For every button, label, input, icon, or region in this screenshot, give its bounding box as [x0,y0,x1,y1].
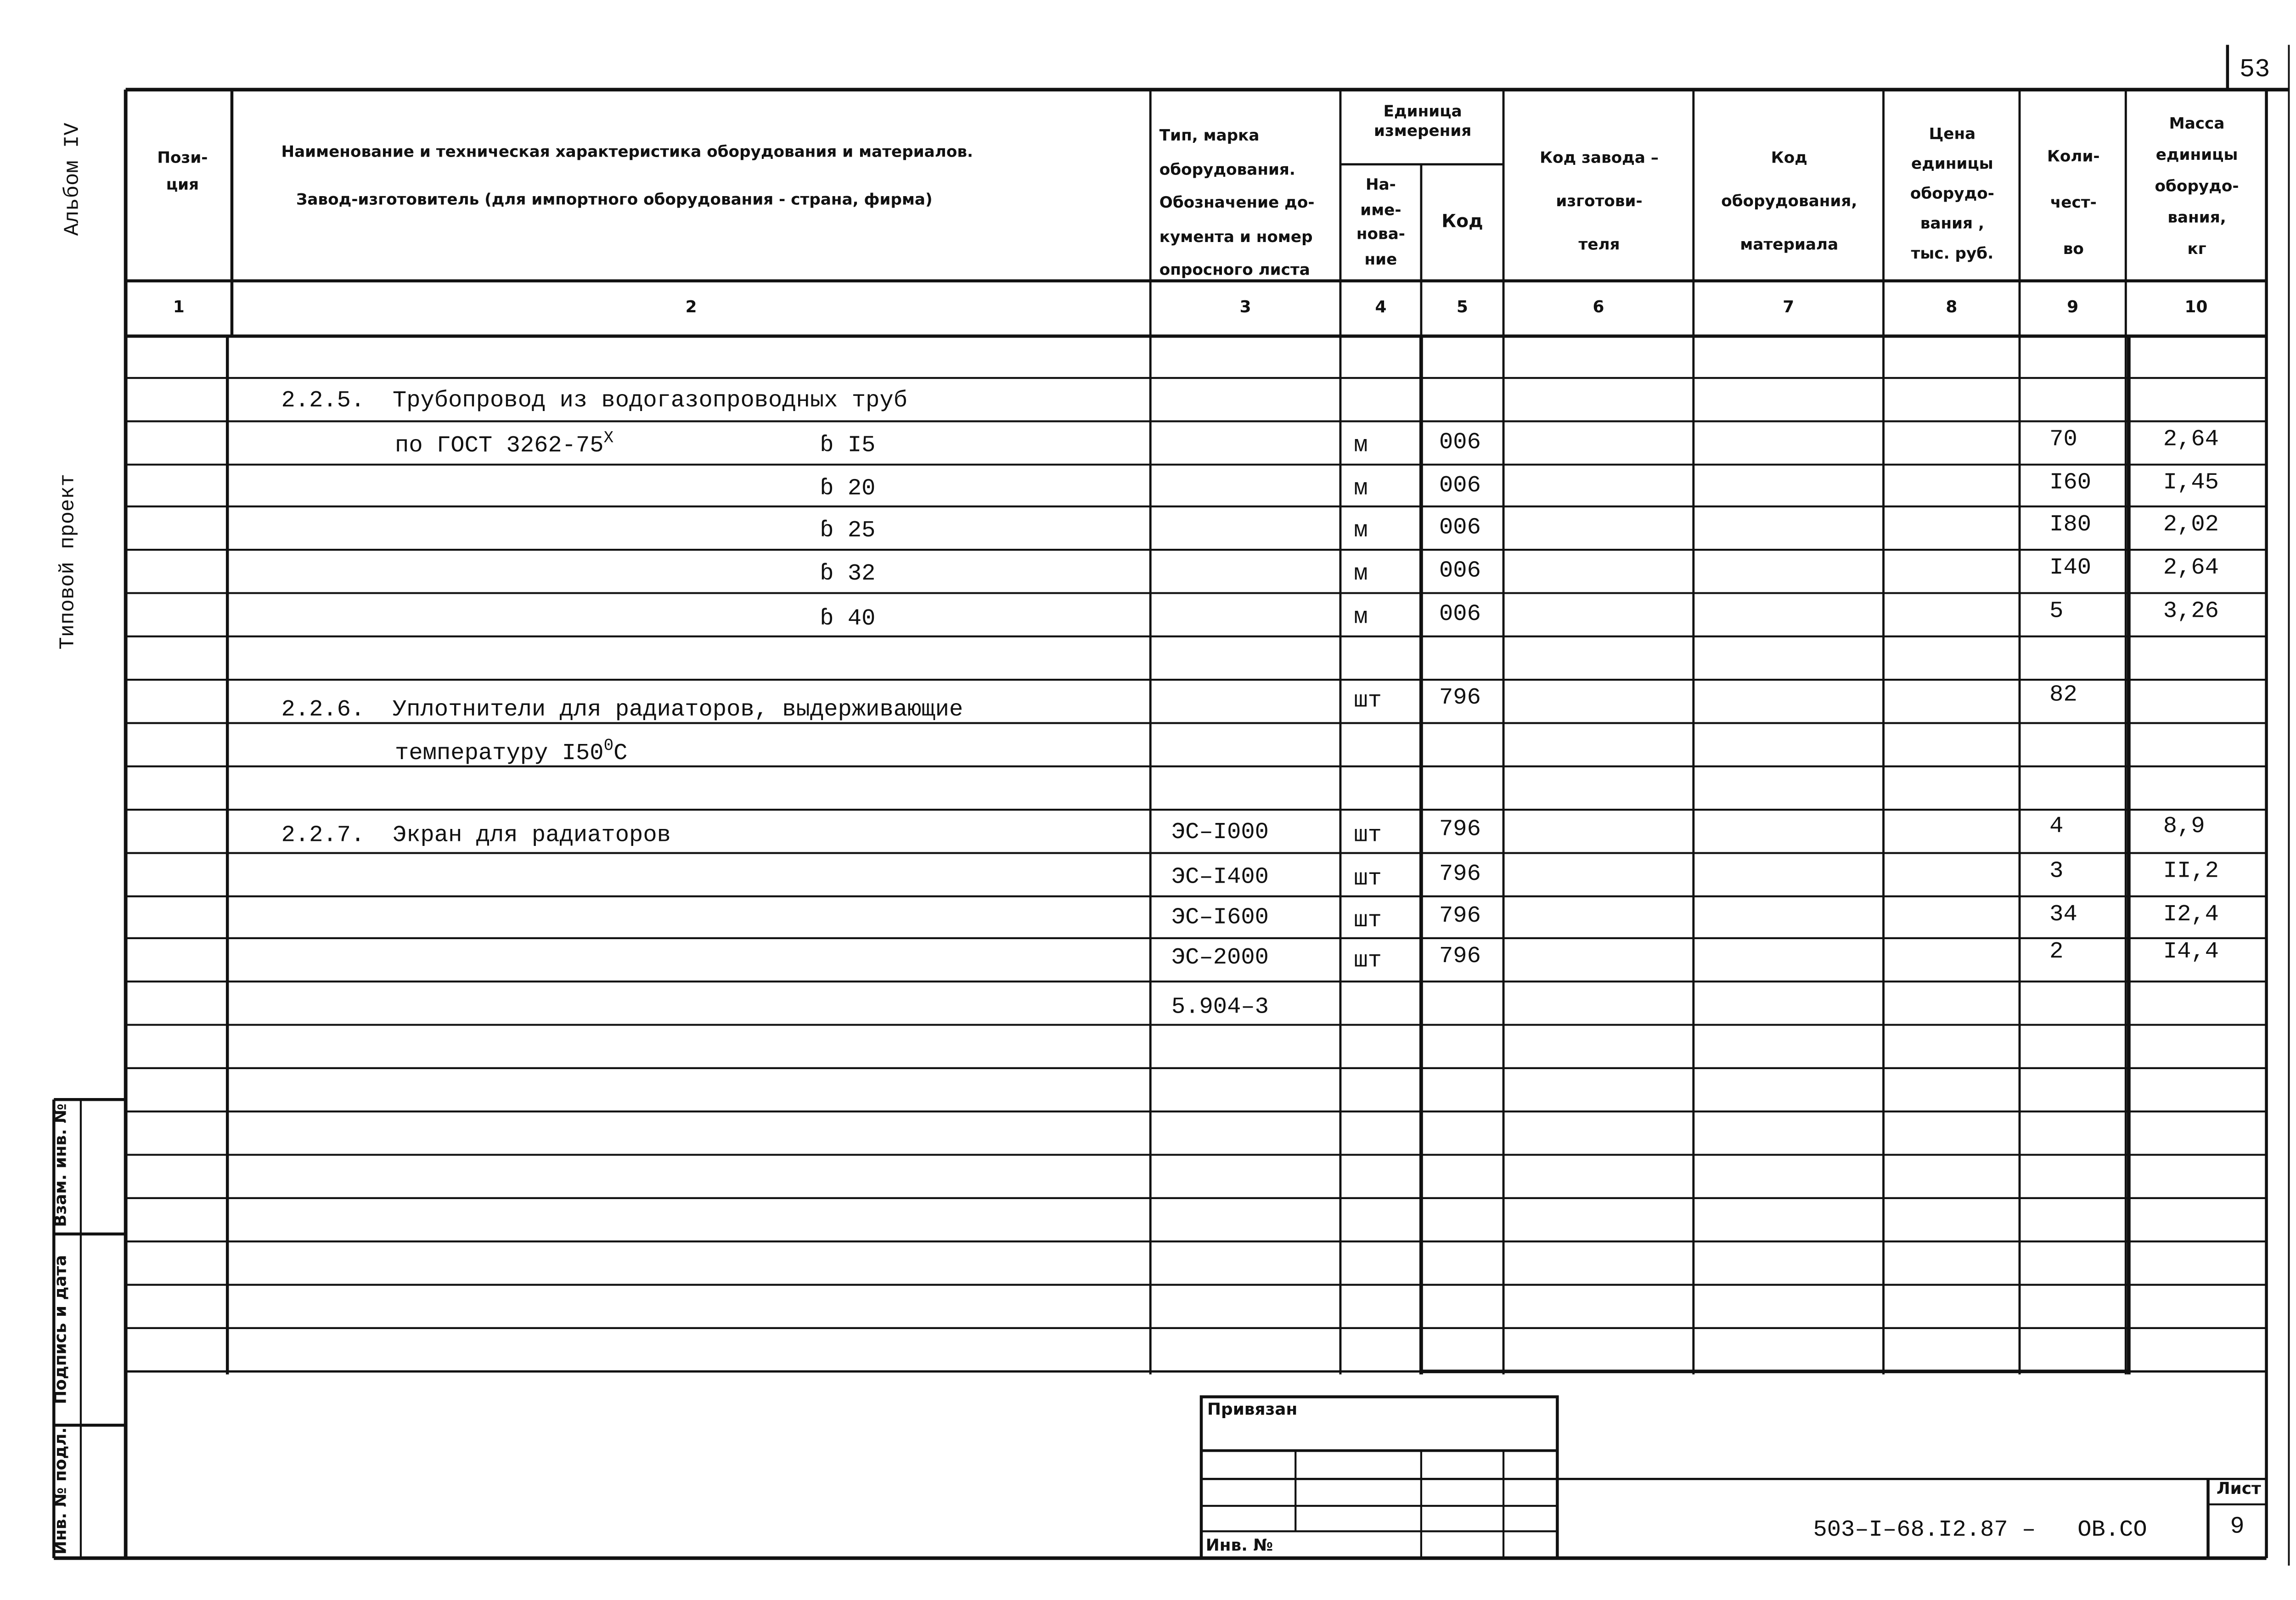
row-diameter: ɓ 32 [820,560,876,587]
row-unit: м [1354,475,1368,502]
row-code: 006 [1439,600,1481,628]
row-mass: 2,64 [2163,426,2219,453]
column-number: 8 [1946,297,1958,317]
stamp-inv-podl: Инв. № подл. [51,1427,71,1555]
project-label: Типовой проект [56,473,81,650]
row-unit: м [1354,603,1368,631]
header-unit-group: Единица измерения [1374,103,1472,141]
row-code: 796 [1439,942,1481,970]
list-number: 9 [2230,1513,2245,1540]
row-qty: I40 [2049,554,2092,581]
row-type: ЭС–I000 [1171,818,1269,846]
stamp-podpis: Подпись и дата [51,1255,71,1404]
row-code: 006 [1439,557,1481,584]
header-col5: Код [1441,210,1483,232]
stamp-vzam: Взам. инв. № [51,1103,71,1227]
header-col6: Код завода – изготови- теля [1540,149,1659,254]
row-mass: 2,64 [2163,554,2219,581]
row-type: ЭС–I600 [1171,904,1269,931]
document-code: 503–I–68.I2.87 – ОВ.СО [1813,1516,2147,1544]
row-unit: шт [1354,822,1382,849]
row-qty: 5 [2049,597,2064,625]
row-code: 796 [1439,684,1481,711]
row-qty: I60 [2049,469,2092,496]
row-diameter: ɓ 40 [820,605,876,632]
column-number: 1 [173,297,185,317]
row-type: 5.904–3 [1171,993,1269,1020]
header-col3: Тип, марка оборудования. Обозначение до- кумента и номер опросного листа [1159,127,1315,280]
inv-no-label: Инв. № [1205,1536,1273,1555]
row-mass: I2,4 [2163,901,2219,928]
column-number: 10 [2184,297,2208,317]
row-mass: I,45 [2163,469,2219,496]
column-number: 7 [1783,297,1795,317]
row-unit: шт [1354,907,1382,934]
row-unit: шт [1354,947,1382,974]
column-number: 4 [1375,297,1387,317]
row-type: ЭС–2000 [1171,944,1269,971]
row-code: 006 [1439,472,1481,499]
row-type: ЭС–I400 [1171,863,1269,890]
header-col4: На- име- нова- ние [1356,176,1405,268]
row-unit: м [1354,517,1368,544]
header-col1: Пози- ция [157,149,208,195]
album-label: Альбом IV [61,123,85,236]
row-name: 2.2.6. Уплотнители для радиаторов, выдерживающие [281,696,963,723]
row-diameter: ɓ 25 [820,517,876,544]
header-col2-line2: Завод-изготовитель (для импортного оборудования - страна, фирма) [296,191,933,209]
row-name: 2.2.7. Экран для радиаторов [281,822,671,849]
row-unit: шт [1354,865,1382,892]
row-mass: I4,4 [2163,938,2219,965]
row-name: по ГОСТ $3262-75^Х$ [395,430,614,459]
header-col10: Масса единицы оборудо- вания, кг [2155,115,2239,259]
row-unit: м [1354,560,1368,587]
row-diameter: ɓ 20 [820,475,876,502]
header-col9: Коли- чест- во [2047,148,2100,259]
row-name: температуру $I50^0С$ [395,738,628,767]
row-qty: 34 [2049,901,2077,928]
page-number: 53 [2239,56,2270,85]
row-code: 006 [1439,514,1481,541]
row-name: 2.2.5. Трубопровод из водогазопроводных труб [281,387,908,414]
privyazan-label: Привязан [1207,1400,1298,1420]
row-qty: 82 [2049,681,2077,708]
row-code: 006 [1439,428,1481,456]
header-col7: Код оборудования, материала [1721,149,1857,254]
row-qty: 3 [2049,857,2064,885]
row-qty: 70 [2049,426,2077,453]
row-code: 796 [1439,816,1481,843]
column-number: 5 [1457,297,1468,317]
column-number: 9 [2067,297,2079,317]
row-qty: I80 [2049,511,2092,538]
header-col8: Цена единицы оборудо- вания , тыс. руб. [1910,125,1994,263]
row-diameter: ɓ I5 [820,432,876,459]
column-number: 2 [685,297,697,317]
row-qty: 2 [2049,938,2064,965]
row-code: 796 [1439,902,1481,930]
row-code: 796 [1439,860,1481,888]
row-unit: шт [1354,687,1382,714]
column-number: 6 [1593,297,1604,317]
row-mass: 3,26 [2163,597,2219,625]
list-label: Лист [2216,1479,2261,1499]
header-col2-line1: Наименование и техническая характеристика оборудования и материалов. [281,143,973,162]
row-qty: 4 [2049,812,2064,840]
row-mass: 8,9 [2163,812,2205,840]
row-mass: 2,02 [2163,511,2219,538]
row-unit: м [1354,432,1368,459]
row-mass: II,2 [2163,857,2219,885]
column-number: 3 [1239,297,1251,317]
